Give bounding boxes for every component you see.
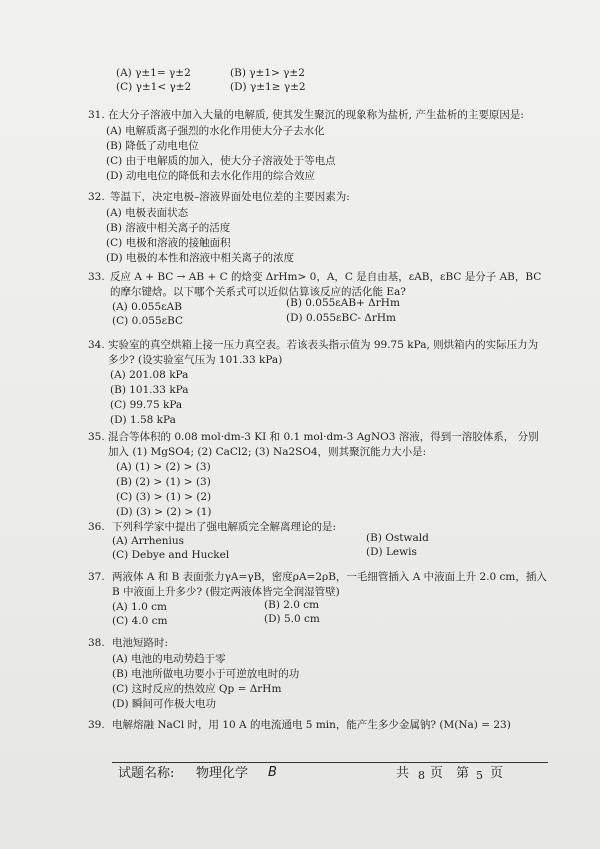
total-pages-suffix: 页 xyxy=(430,766,444,781)
total-pages-prefix: 共 xyxy=(396,766,410,781)
question-stem: 等温下，决定电极–溶液界面处电位差的主要因素为: xyxy=(110,191,350,203)
option-a: (A) 电解质离子强烈的水化作用使大分子去水化 xyxy=(106,125,325,137)
option-a: (A) 电池的电动势趋于零 xyxy=(112,653,226,665)
page-number-suffix: 页 xyxy=(490,766,504,781)
option-b: (B) 101.33 kPa xyxy=(110,384,189,396)
option-a: (A) (1) > (2) > (3) xyxy=(116,461,211,473)
question-stem: 下列科学家中提出了强电解质完全解离理论的是: xyxy=(112,521,337,533)
exam-subject: 物理化学 xyxy=(196,766,249,781)
question-number: 35. xyxy=(88,431,105,443)
question-stem: 电解熔融 NaCl 时，用 10 A 的电流通电 5 min，能产生多少金属钠? (M(Na) = 23) xyxy=(112,719,511,731)
question-stem: 反应 A + BC → AB + C 的焓变 ΔrHm> 0，A，C 是自由基，εAB，εBC 是分子 AB，BC 的摩尔键焓。以下哪个关系式可以近似估算该反应的活化能 Ea? xyxy=(110,271,542,298)
option-d: (D) 0.055εBC- ΔrHm xyxy=(286,312,396,324)
option-a: (A) 201.08 kPa xyxy=(110,369,189,381)
option-d: (D) (3) > (2) > (1) xyxy=(116,506,212,518)
option-c: (C) 4.0 cm xyxy=(112,615,168,627)
question-number: 36. xyxy=(88,521,105,533)
option-c: (C) 这时反应的热效应 Qp = ΔrHm xyxy=(112,683,282,695)
option-a: (A) Arrhenius xyxy=(112,535,184,547)
exam-variant: B xyxy=(268,765,277,780)
option-b: (B) Ostwald xyxy=(366,532,429,544)
option-a: (A) 电极表面状态 xyxy=(106,207,189,219)
option-b: (B) 2.0 cm xyxy=(264,599,320,611)
question-stem: 混合等体积的 0.08 mol·dm-3 KI 和 0.1 mol·dm-3 AgNO3 溶液，得到一溶胶体系， 分别加入 (1) MgSO4; (2) CaCl2; (3) Na2SO4，则其聚沉能力大小是: xyxy=(108,431,539,458)
question-number: 31. xyxy=(88,109,105,121)
question-number: 33. xyxy=(88,271,105,283)
option-a: (A) 1.0 cm xyxy=(112,601,167,613)
option-d: (D) 瞬间可作极大电功 xyxy=(112,698,216,710)
prev-option-a: (A) γ±1= γ±2 xyxy=(116,67,191,79)
question-stem: 电池短路时: xyxy=(112,637,169,649)
page-number: 5 xyxy=(476,769,483,782)
option-d: (D) 1.58 kPa xyxy=(110,414,176,426)
prev-option-b: (B) γ±1> γ±2 xyxy=(230,67,305,79)
option-b: (B) 0.055εAB+ ΔrHm xyxy=(286,297,400,309)
option-b: (B) (2) > (1) > (3) xyxy=(116,476,211,488)
question-stem: 两液体 A 和 B 表面张力γA=γB，密度ρA=2ρB，一毛细管插入 A 中液面上升 2.0 cm，插入 B 中液面上升多少? (假定两液体皆完全润湿管壁) xyxy=(112,571,547,598)
prev-option-c: (C) γ±1< γ±2 xyxy=(116,81,192,93)
option-d: (D) 电极的本性和溶液中相关离子的浓度 xyxy=(106,252,294,264)
total-pages: 8 xyxy=(418,769,425,782)
option-c: (C) 电极和溶液的接触面积 xyxy=(106,237,231,249)
option-c: (C) 99.75 kPa xyxy=(110,399,183,411)
option-c: (C) 由于电解质的加入，使大分子溶液处于等电点 xyxy=(106,155,336,167)
question-number: 39. xyxy=(88,719,105,731)
option-d: (D) Lewis xyxy=(366,546,417,558)
option-b: (B) 溶液中相关离子的活度 xyxy=(106,222,231,234)
question-number: 38. xyxy=(88,637,105,649)
question-number: 32. xyxy=(88,191,105,203)
option-c: (C) (3) > (1) > (2) xyxy=(116,491,212,503)
footer-rule xyxy=(112,762,548,763)
option-b: (B) 电池所做电功要小于可逆放电时的功 xyxy=(112,668,300,680)
option-d: (D) 动电电位的降低和去水化作用的综合效应 xyxy=(106,170,315,182)
question-number: 37. xyxy=(88,571,105,583)
page-number-prefix: 第 xyxy=(456,766,470,781)
question-stem: 实验室的真空烘箱上接一压力真空表。若该表头指示值为 99.75 kPa, 则烘箱内的实际压力为多少? (设实验室气压为 101.33 kPa) xyxy=(108,339,539,366)
option-c: (C) 0.055εBC xyxy=(112,315,184,327)
prev-option-d: (D) γ±1≥ γ±2 xyxy=(230,81,306,93)
option-d: (D) 5.0 cm xyxy=(264,613,320,625)
question-stem: 在大分子溶液中加入大量的电解质, 使其发生聚沉的现象称为盐析, 产生盐析的主要原因是: xyxy=(108,109,524,121)
question-number: 34. xyxy=(88,339,105,351)
option-a: (A) 0.055εAB xyxy=(112,301,182,313)
option-b: (B) 降低了动电电位 xyxy=(106,140,199,152)
exam-name-label: 试题名称: xyxy=(118,766,175,781)
option-c: (C) Debye and Huckel xyxy=(112,549,230,561)
